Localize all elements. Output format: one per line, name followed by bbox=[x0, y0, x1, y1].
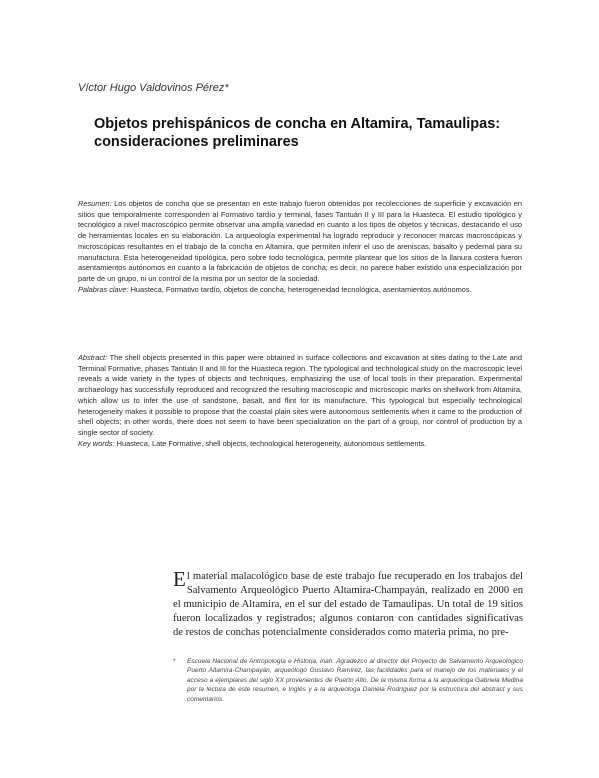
footnote bbox=[173, 657, 523, 704]
footnote-mark: * bbox=[173, 658, 176, 665]
key-words-text: Huasteca, Late Formative, shell objects, technological heterogeneity, autonomous settlements. bbox=[116, 438, 427, 448]
palabras-clave-label: Palabras clave: bbox=[78, 284, 129, 294]
body-paragraph bbox=[173, 567, 523, 640]
palabras-clave-paragraph bbox=[78, 285, 522, 296]
resumen-paragraph bbox=[78, 199, 522, 285]
abstract-label: Abstract: bbox=[78, 353, 108, 362]
key-words-label: Key words: bbox=[78, 438, 115, 448]
author-name: Víctor Hugo Valdovinos Pérez* bbox=[78, 82, 229, 94]
key-words-paragraph bbox=[78, 439, 522, 450]
resumen-section bbox=[78, 199, 522, 295]
abstract-paragraph bbox=[78, 353, 522, 439]
body-text bbox=[173, 567, 523, 640]
drop-cap: E bbox=[173, 567, 186, 591]
abstract-section bbox=[78, 353, 522, 449]
body-paragraph-text: l material malacológico base de este trabajo fue recuperado en los trabajos del Salvamento Arqueológico Puerto Altamira-Champayán, realizado en 2000 en el municipio de Altamira, en el sur del estado de Tamaulipas. Un total de 19 sitios fueron localizados y registrados; algunos contaron con cantidades significativas de restos de conchas potencialmente considerados como materia prima, no pre- bbox=[173, 571, 523, 639]
resumen-label: Resumen: bbox=[78, 199, 112, 208]
article-title: Objetos prehispánicos de concha en Altamira, Tamaulipas: consideraciones preliminares bbox=[94, 116, 501, 150]
footnote-text: Escuela Nacional de Antropología e Historia, inah. Agradezco al director del Proyecto de Salvamento Arqueológico Puerto Altamira-Champayán, arqueólogo Gustavo Ramírez, las facilidades para el manejo de los materiales y el acceso a ejemplares del siglo XX provenientes de Puerto Alto. De la misma forma a la arqueóloga Gabriela Medina por la lectura de este resumen, e Inglés y a la arqueóloga Daniela Rodríguez por la estructura del abstract y sus comentarios. bbox=[187, 658, 523, 703]
abstract-text: The shell objects presented in this paper were obtained in surface collections and excavation at sites dating to the Late and Terminal Formative, phases Tantuán II and III for the Huasteca region. The typological and technological study on the macroscopic level reveals a wide variety in the types of objects and techniques, emphasizing the use of local tools in their preparation. Experimental archaeology has successfully reproduced and recognized the resulting macroscopic and microscopic marks on shellwork from Altamira, which allow us to infer the use of sandstone, basalt, and flint for its manufacture. This typological but especially technological heterogeneity makes it possible to propose that the coastal plain sites were autonomous settlements when it came to the production of shell objects; in other words, there does not seem to have been specialization on the part of a group, nor control of production by a single sector of society. bbox=[78, 353, 523, 437]
palabras-clave-text: Huasteca, Formativo tardío, objetos de concha, heterogeneidad tecnológica, asentamientos autónomos. bbox=[130, 284, 472, 294]
resumen-text: Los objetos de concha que se presentan en este trabajo fueron obtenidos por recolecciones de superficie y excavación en sitios que temporalmente corresponden al Formativo tardío y terminal, fases Tantuán II y III para la Huasteca. El estudio tipológico y tecnológico a nivel macroscópico permite observar una amplia variedad en cuanto a los tipos de objetos y técnicas, destacando el uso de herramientas locales en su elaboración. La arqueología experimental ha logrado reproducir y reconocer marcas macroscópicas y microscópicas resultantes en el trabajo de la concha en Altamira, que permiten inferir el uso de areniscas, basalto y pedernal para su manufactura. Esta heterogeneidad tipológica, pero sobre todo tecnológica, permite plantear que los sitios de la llanura costera fueron asentamientos autónomos en cuanto a la fabricación de objetos de concha; es decir, no parece haber existido una especialización por parte de un grupo, ni un control de la misma por un sector de la sociedad. bbox=[78, 199, 522, 283]
